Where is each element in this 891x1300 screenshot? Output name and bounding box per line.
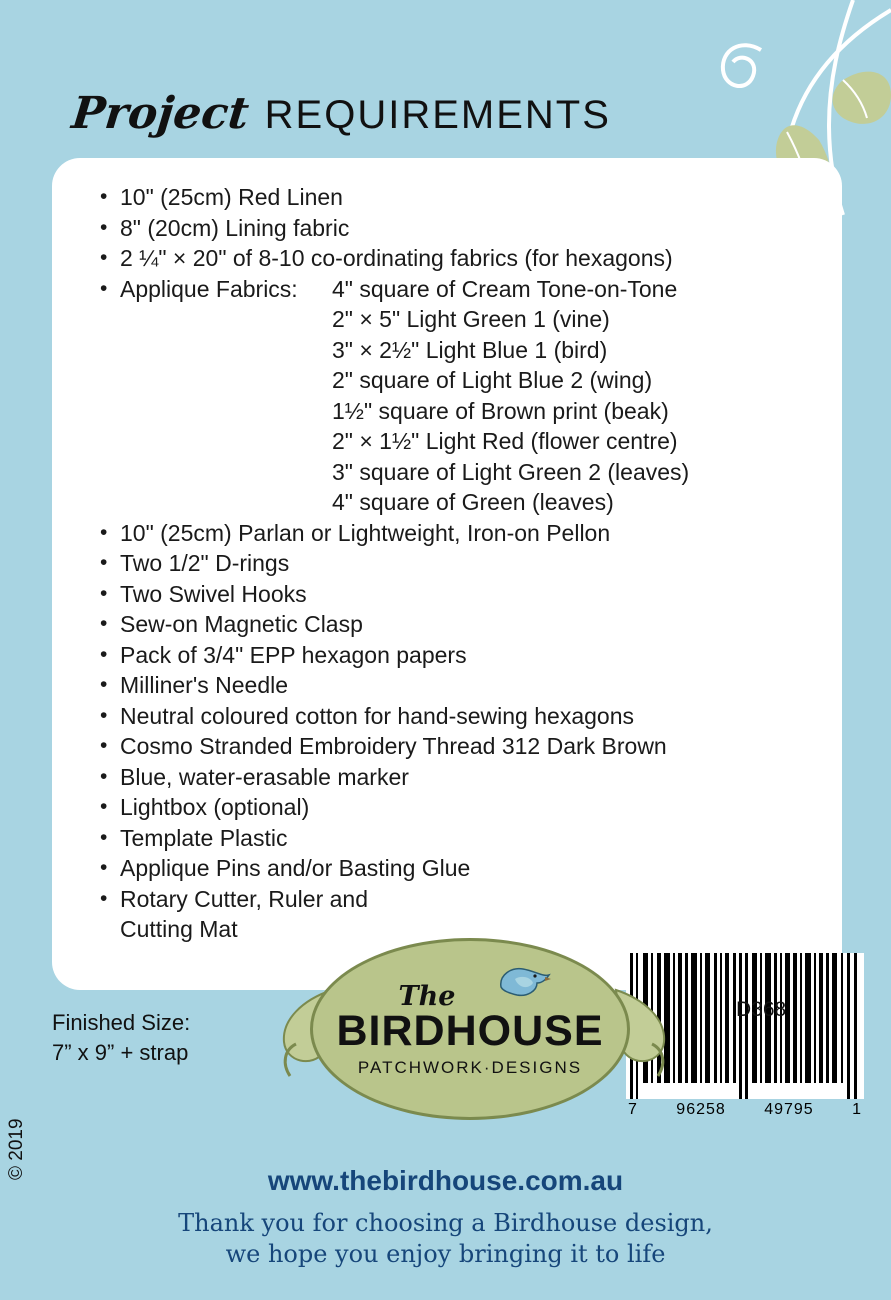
list-item-label: Two 1/2" D-rings bbox=[120, 550, 290, 576]
list-item-label: Sew-on Magnetic Clasp bbox=[120, 611, 363, 637]
bullet-icon: • bbox=[100, 642, 108, 666]
applique-item: 2" × 1½" Light Red (flower centre) bbox=[332, 428, 678, 454]
bullet-icon: • bbox=[100, 734, 108, 757]
list-item bbox=[100, 792, 800, 823]
barcode-left-digit: 7 bbox=[628, 1101, 638, 1118]
logo-sub-text: PATCHWORK·DESIGNS bbox=[357, 1057, 583, 1077]
applique-item: 2" square of Light Blue 2 (wing) bbox=[332, 367, 653, 393]
list-item-label: Two Swivel Hooks bbox=[120, 580, 307, 607]
bullet-icon: • bbox=[100, 246, 108, 269]
bullet-icon: • bbox=[100, 886, 108, 910]
applique-label: Applique Fabrics: bbox=[120, 275, 298, 302]
list-item bbox=[100, 548, 800, 579]
requirements-list bbox=[100, 182, 800, 945]
list-item-line2: Cutting Mat bbox=[120, 916, 238, 942]
bird-icon bbox=[493, 961, 553, 1001]
list-item-label: Milliner's Needle bbox=[120, 672, 289, 698]
list-item bbox=[100, 823, 800, 854]
list-item-label bbox=[120, 884, 800, 945]
list-item-label: Lightbox (optional) bbox=[120, 794, 310, 820]
list-item bbox=[100, 884, 800, 945]
list-item-label: Applique Pins and/or Basting Glue bbox=[120, 855, 471, 881]
applique-item: 3" × 2½" Light Blue 1 (bird) bbox=[332, 336, 608, 363]
list-item-label: Blue, water-erasable marker bbox=[120, 763, 409, 790]
list-item bbox=[100, 853, 800, 884]
bullet-icon: • bbox=[100, 764, 108, 788]
list-item bbox=[100, 518, 800, 549]
list-item bbox=[100, 701, 800, 732]
applique-item: 4" square of Green (leaves) bbox=[332, 489, 614, 515]
applique-item: 2" × 5" Light Green 1 (vine) bbox=[332, 306, 610, 332]
logo-the-text: The bbox=[398, 980, 456, 1012]
list-item-label: 8" (20cm) Lining fabric bbox=[120, 214, 350, 241]
applique-fabric-list bbox=[332, 274, 689, 518]
bullet-icon: • bbox=[100, 856, 108, 879]
bullet-icon: • bbox=[100, 185, 108, 208]
title-plain-word: REQUIREMENTS bbox=[264, 93, 611, 137]
applique-block bbox=[120, 274, 689, 518]
list-item bbox=[100, 579, 800, 610]
title-script-word: Project bbox=[69, 88, 252, 139]
bullet-icon: • bbox=[100, 215, 108, 239]
bullet-icon: • bbox=[100, 276, 108, 300]
list-item-line1: Rotary Cutter, Ruler and bbox=[120, 885, 369, 912]
brand-logo bbox=[310, 938, 630, 1120]
list-item-label: Neutral coloured cotton for hand-sewing hexagons bbox=[120, 702, 634, 729]
barcode-digits bbox=[626, 1101, 864, 1119]
list-item bbox=[100, 670, 800, 701]
list-item-label: 2 ¼" × 20" of 8-10 co-ordinating fabrics (for hexagons) bbox=[120, 245, 673, 271]
applique-item: 4" square of Cream Tone-on-Tone bbox=[332, 275, 678, 302]
list-item bbox=[100, 213, 800, 244]
list-item-label: 10" (25cm) Parlan or Lightweight, Iron-on Pellon bbox=[120, 519, 611, 546]
finished-size bbox=[52, 1008, 190, 1068]
bullet-icon: • bbox=[100, 551, 108, 574]
bullet-icon: • bbox=[100, 673, 108, 696]
thank-you-line2: we hope you enjoy bringing it to life bbox=[225, 1240, 666, 1268]
bullet-icon: • bbox=[100, 581, 108, 605]
bullet-icon: • bbox=[100, 825, 108, 849]
bullet-icon: • bbox=[100, 795, 108, 818]
copyright-notice: © 2019 bbox=[6, 1118, 27, 1180]
bullet-icon: • bbox=[100, 703, 108, 727]
list-item bbox=[100, 609, 800, 640]
list-item-label: 10" (25cm) Red Linen bbox=[120, 184, 343, 210]
list-item-label: Template Plastic bbox=[120, 824, 288, 851]
list-item bbox=[100, 762, 800, 793]
list-item bbox=[100, 731, 800, 762]
barcode-group-2: 49795 bbox=[764, 1101, 814, 1118]
barcode-right-digit: 1 bbox=[852, 1101, 862, 1118]
list-item bbox=[100, 243, 800, 274]
website-link[interactable]: www.thebirdhouse.com.au bbox=[267, 1165, 624, 1196]
logo-main-text: BIRDHOUSE bbox=[336, 1006, 604, 1055]
bullet-icon: • bbox=[100, 520, 108, 544]
list-item bbox=[100, 640, 800, 671]
applique-item: 3" square of Light Green 2 (leaves) bbox=[332, 458, 690, 485]
list-item-label: Cosmo Stranded Embroidery Thread 312 Dark Brown bbox=[120, 733, 667, 759]
pattern-code: D368 bbox=[736, 998, 787, 1021]
barcode-group-1: 96258 bbox=[676, 1101, 726, 1118]
finished-size-value: 7” x 9” + strap bbox=[52, 1040, 189, 1065]
finished-size-label: Finished Size: bbox=[52, 1010, 191, 1035]
thank-you-line1: Thank you for choosing a Birdhouse design, bbox=[178, 1209, 713, 1237]
thank-you-message bbox=[0, 1208, 891, 1270]
applique-item: 1½" square of Brown print (beak) bbox=[332, 397, 669, 424]
list-item-applique bbox=[100, 274, 800, 518]
page-title bbox=[69, 88, 611, 139]
list-item-label: Pack of 3/4" EPP hexagon papers bbox=[120, 641, 467, 668]
bullet-icon: • bbox=[100, 612, 108, 635]
list-item bbox=[100, 182, 800, 213]
